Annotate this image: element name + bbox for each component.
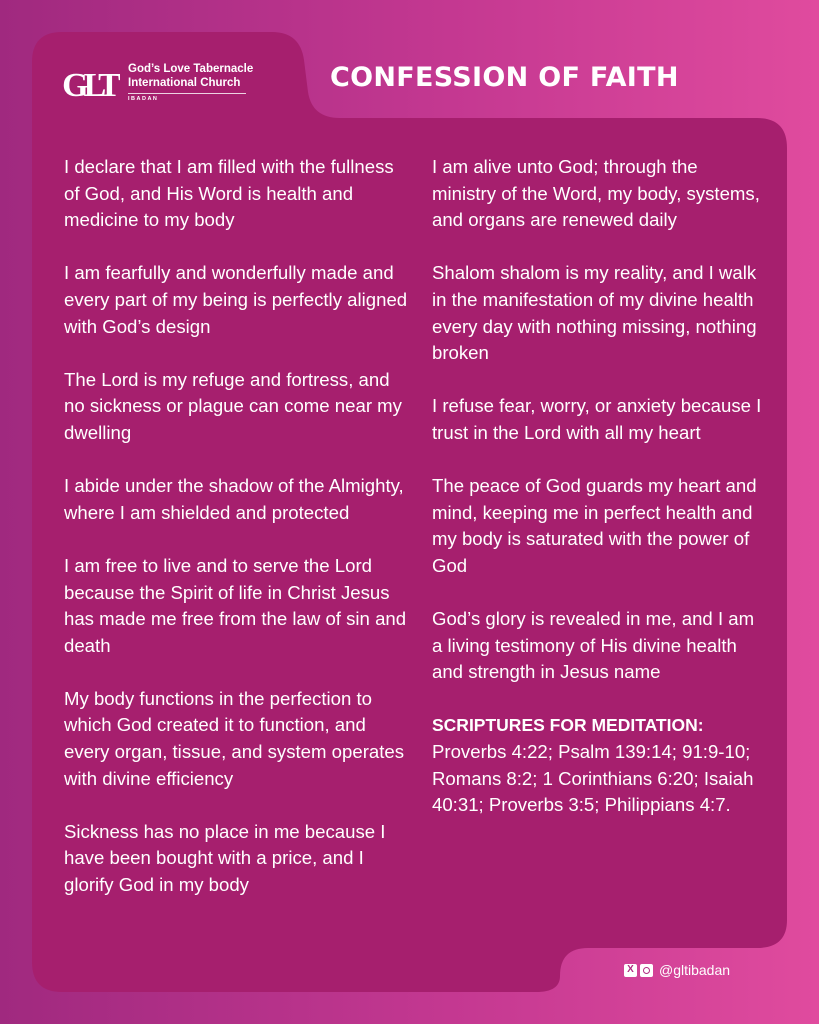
social-handle[interactable]: @gltibadan <box>659 962 731 978</box>
instagram-icon[interactable] <box>640 964 653 977</box>
confession-paragraph: The peace of God guards my heart and mind, keeping me in perfect health and my body is saturated with the power of God <box>432 475 757 576</box>
svg-text:GLT: GLT <box>62 67 116 104</box>
confession-paragraph: I refuse fear, worry, or anxiety because I trust in the Lord with all my heart <box>432 395 762 443</box>
confession-paragraph: I am alive unto God; through the ministry of the Word, my body, systems, and organs are renewed daily <box>432 156 760 231</box>
x-icon[interactable]: X <box>624 964 637 977</box>
confession-paragraph: I am fearfully and wonderfully made and every part of my being is perfectly aligned with God’s design <box>64 262 408 337</box>
right-column <box>432 154 762 845</box>
confession-paragraph: Shalom shalom is my reality, and I walk in the manifestation of my divine health every day with nothing missing, nothing broken <box>432 262 757 364</box>
brand-city: IBADAN <box>128 96 159 102</box>
confession-paragraph: God’s glory is revealed in me, and I am a living testimony of His divine health and strength in Jesus name <box>432 608 755 683</box>
confession-paragraph: The Lord is my refuge and fortress, and no sickness or plague can come near my dwelling <box>64 368 402 443</box>
confession-paragraph: I declare that I am filled with the fullness of God, and His Word is health and medicine to my body <box>64 156 394 231</box>
social-footer <box>624 962 730 978</box>
brand-name-line2: International Church <box>128 77 241 89</box>
confession-paragraph: I abide under the shadow of the Almighty, where I am shielded and protected <box>64 475 404 523</box>
brand-divider <box>128 93 246 94</box>
glt-logo <box>58 58 120 106</box>
scriptures-heading: SCRIPTURES FOR MEDITATION: <box>432 715 704 736</box>
left-column <box>64 154 409 925</box>
page-title: CONFESSION OF FAITH <box>330 62 679 93</box>
brand-name <box>128 62 253 102</box>
brand-name-line1: God’s Love Tabernacle <box>128 63 254 75</box>
confession-paragraph: I am free to live and to serve the Lord because the Spirit of life in Christ Jesus has made me free from the law of sin and death <box>64 554 407 656</box>
confession-paragraph: Sickness has no place in me because I have been bought with a price, and I glorify God in my body <box>64 820 386 896</box>
scripture-references: Proverbs 4:22; Psalm 139:14; 91:9-10; Romans 8:2; 1 Corinthians 6:20; Isaiah 40:31; Proverbs 3:5; Philippians 4:7. <box>432 741 754 816</box>
church-brand <box>58 58 253 106</box>
confession-paragraph: My body functions in the perfection to which God created it to function, and every organ, tissue, and system operates with divine efficiency <box>64 687 405 789</box>
